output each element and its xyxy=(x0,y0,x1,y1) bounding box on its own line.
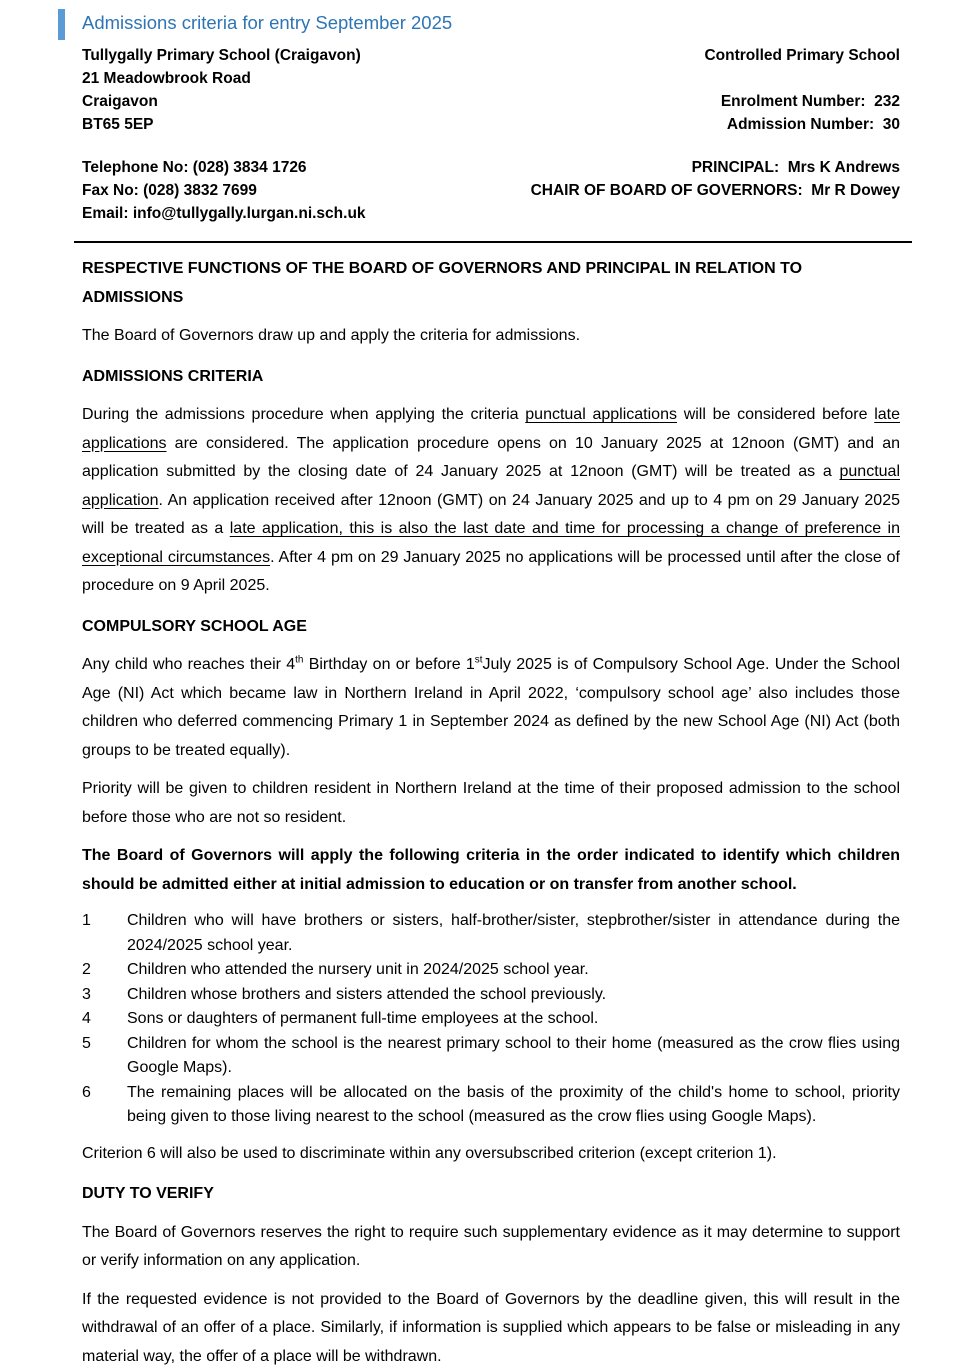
admission-number: Admission Number: 30 xyxy=(704,113,900,136)
criteria-list xyxy=(82,909,900,1130)
header-divider xyxy=(74,241,912,243)
criterion-number: 5 xyxy=(82,1032,127,1081)
section-heading-admissions-criteria: ADMISSIONS CRITERIA xyxy=(82,363,900,392)
paragraph-residency-priority: Priority will be given to children resident in Northern Ireland at the time of their proposed admission to the school before those who are not so resident. xyxy=(82,775,900,832)
address-line: Craigavon xyxy=(82,90,361,113)
criterion-row xyxy=(82,958,900,983)
school-name: Tullygally Primary School (Craigavon) xyxy=(82,44,361,67)
address-line: 21 Meadowbrook Road xyxy=(82,67,361,90)
title-accent-bar xyxy=(58,9,65,40)
paragraph-compulsory-school-age: Any child who reaches their 4th Birthday on or before 1stJuly 2025 is of Compulsory School Age. Under the School Age (NI) Act which became law in Northern Ireland in April 2022, ‘compulsory school age’ also includes those children who deferred commencing Primary 1 in September 2024 as defined by the new School Age (NI) Act (both groups to be treated equally). xyxy=(82,651,900,765)
criterion-number: 6 xyxy=(82,1081,127,1130)
school-identity-block xyxy=(82,44,900,136)
criterion-row xyxy=(82,1081,900,1130)
telephone: Telephone No: (028) 3834 1726 xyxy=(82,156,366,179)
criterion-row xyxy=(82,983,900,1008)
paragraph-verify-evidence: The Board of Governors reserves the right to require such supplementary evidence as it may determine to support or verify information on any application. xyxy=(82,1219,900,1276)
criterion-number: 3 xyxy=(82,983,127,1008)
paragraph-withdrawal: If the requested evidence is not provided to the Board of Governors by the deadline given, this will result in the withdrawal of an offer of a place. Similarly, if information is supplied which appears to be false or misleading in any material way, the offer of a place will be withdrawn. xyxy=(82,1286,900,1371)
criterion-number: 2 xyxy=(82,958,127,983)
school-type: Controlled Primary School xyxy=(704,44,900,67)
criterion-number: 1 xyxy=(82,909,127,958)
enrolment-number: Enrolment Number: 232 xyxy=(704,90,900,113)
paragraph-functions-body: The Board of Governors draw up and apply the criteria for admissions. xyxy=(82,322,900,351)
criterion-text: Children whose brothers and sisters attended the school previously. xyxy=(127,983,900,1008)
fax: Fax No: (028) 3832 7699 xyxy=(82,179,366,202)
criterion-text: The remaining places will be allocated on the basis of the proximity of the child's home to school, priority being given to those living nearest to the school (measured as the crow flies using Google Maps). xyxy=(127,1081,900,1130)
school-address-column xyxy=(82,44,361,136)
school-numbers-column xyxy=(704,44,900,136)
criterion-text: Children who will have brothers or sisters, half-brother/sister, stepbrother/sister in attendance during the 2024/2025 school year. xyxy=(127,909,900,958)
paragraph-tiebreak: Criterion 6 will also be used to discriminate within any oversubscribed criterion (except criterion 1). xyxy=(82,1140,900,1169)
spacer xyxy=(704,67,900,90)
principal-name: PRINCIPAL: Mrs K Andrews xyxy=(531,156,900,179)
paragraph-application-procedure: During the admissions procedure when applying the criteria punctual applications will be considered before late applications are considered. The application procedure opens on 10 January 2025 at 12noon (GMT) and an application submitted by the closing date of 24 January 2025 at 12noon (GMT) will be treated as a punctual application. An application received after 12noon (GMT) on 24 January 2025 and up to 4 pm on 29 January 2025 will be treated as a late application, this is also the last date and time for processing a change of preference in exceptional circumstances. After 4 pm on 29 January 2025 no applications will be processed until after the close of procedure on 9 April 2025. xyxy=(82,401,900,601)
page-title: Admissions criteria for entry September 2025 xyxy=(82,10,900,36)
contact-block xyxy=(82,156,900,225)
section-heading-duty-to-verify: DUTY TO VERIFY xyxy=(82,1180,900,1209)
criterion-text: Sons or daughters of permanent full-time employees at the school. xyxy=(127,1007,900,1032)
chair-of-governors-name: CHAIR OF BOARD OF GOVERNORS: Mr R Dowey xyxy=(531,179,900,202)
criterion-text: Children for whom the school is the nearest primary school to their home (measured as the crow flies using Google Maps). xyxy=(127,1032,900,1081)
email: Email: info@tullygally.lurgan.ni.sch.uk xyxy=(82,202,366,225)
criterion-text: Children who attended the nursery unit in 2024/2025 school year. xyxy=(127,958,900,983)
address-postcode: BT65 5EP xyxy=(82,113,361,136)
criterion-row xyxy=(82,909,900,958)
criterion-number: 4 xyxy=(82,1007,127,1032)
section-heading-compulsory-school-age: COMPULSORY SCHOOL AGE xyxy=(82,613,900,642)
staff-column xyxy=(531,156,900,225)
criterion-row xyxy=(82,1007,900,1032)
paragraph-criteria-intro: The Board of Governors will apply the following criteria in the order indicated to identify which children should be admitted either at initial admission to education or on transfer from another school. xyxy=(82,842,900,899)
contact-column xyxy=(82,156,366,225)
section-heading-respective-functions: RESPECTIVE FUNCTIONS OF THE BOARD OF GOVERNORS AND PRINCIPAL IN RELATION TO ADMISSIONS xyxy=(82,255,900,312)
criterion-row xyxy=(82,1032,900,1081)
